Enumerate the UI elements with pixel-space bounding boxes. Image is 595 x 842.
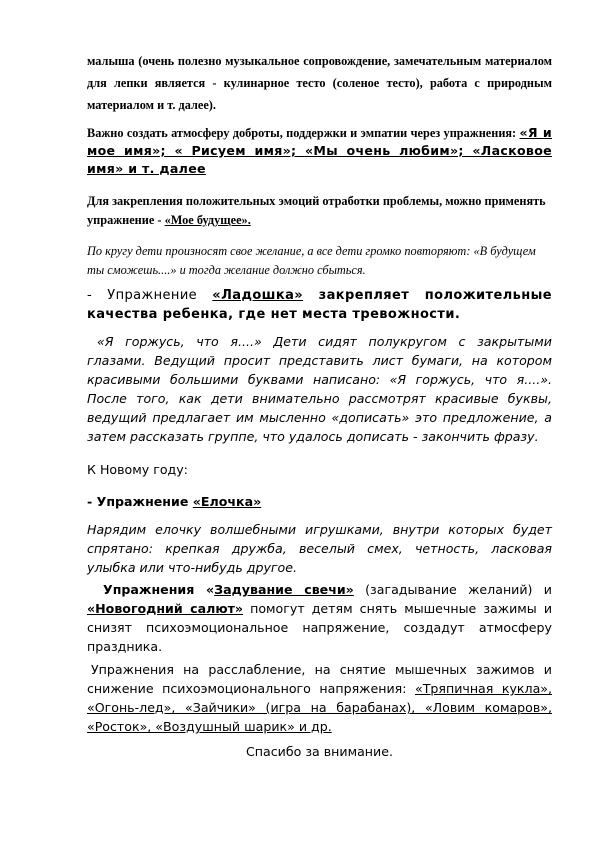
atmosphere-lead-text: Важно создать атмосферу доброты, поддержки и эмпатии через упражнения: <box>87 126 520 140</box>
paragraph-tree-exercise <box>87 492 552 511</box>
palm-description: закрепляет положительные качества ребенка, где нет места тревожности. <box>87 288 552 322</box>
candles-prefix: Упражнения « <box>103 582 215 597</box>
paragraph-proud-exercise: «Я горжусь, что я....» Дети сидят полукругом с закрытыми глазами. Ведущий просит представить лист бумаги, на котором красивыми большими буквами написано: «Я горжусь, что я....». После того, как дети внимательно рассмотрят красивые буквы, ведущий предлагает им мысленно «дописать» это предложение, а затем рассказать группе, что удалось дописать - закончить фразу. <box>87 334 552 444</box>
paragraph-palm-exercise <box>87 286 552 324</box>
palm-prefix: - Упражнение <box>87 288 213 303</box>
exercise-candles: Задувание свечи» <box>214 582 354 597</box>
paragraph-consolidation <box>87 192 552 230</box>
exercise-fireworks: «Новогодний салют» <box>87 601 244 616</box>
exercise-future: «Мое будущее». <box>164 213 251 227</box>
fireworks-description: помогут детям снять мышечные зажимы и снизят психоэмоциональное напряжение, создадут атмосферу праздника. <box>87 601 553 654</box>
tree-prefix: - Упражнение <box>87 494 193 509</box>
paragraph-atmosphere <box>87 124 552 178</box>
closing-thanks: Спасибо за внимание. <box>246 744 393 759</box>
exercise-names-list: «Я и мое имя»; « Рисуем имя»; «Мы очень любим»; «Ласковое имя» и т. далее <box>87 125 552 176</box>
paragraph-future-description: По кругу дети произносят свое желание, а все дети громко повторяют: «В будущем ты сможешь....» и тогда желание должно сбыться. <box>87 244 536 277</box>
exercise-palm: «Ладошка» <box>212 288 304 303</box>
consolidation-lead-text: Для закрепления положительных эмоций отработки проблемы, можно применять упражнение - <box>87 194 546 227</box>
relaxation-lead-text: Упражнения на расслабление, на снятие мышечных зажимов и снижение психоэмоционального напряжения: <box>87 662 552 696</box>
candles-wishes: (загадывание желаний) и <box>353 582 552 597</box>
paragraph-tree-description: Нарядим елочку волшебными игрушками, внутри которых будет спрятано: крепкая дружба, веселый смех, четность, ласковая улыбка или что-нибудь другое. <box>87 522 552 575</box>
relaxation-exercise-list: «Тряпичная кукла», «Огонь-лед», «Зайчики» (игра на барабанах), «Ловим комаров», «Росток», «Воздушный шарик» и др. <box>87 681 553 734</box>
paragraph-relaxation <box>87 660 552 736</box>
heading-new-year: К Новому году: <box>87 462 188 477</box>
paragraph-intro-continuation: малыша (очень полезно музыкальное сопровождение, замечательным материалом для лепки является - кулинарное тесто (соленое тесто), работа с природным материалом и т. далее). <box>87 54 552 112</box>
exercise-tree: «Елочка» <box>192 494 262 509</box>
paragraph-candles-fireworks <box>87 580 552 656</box>
